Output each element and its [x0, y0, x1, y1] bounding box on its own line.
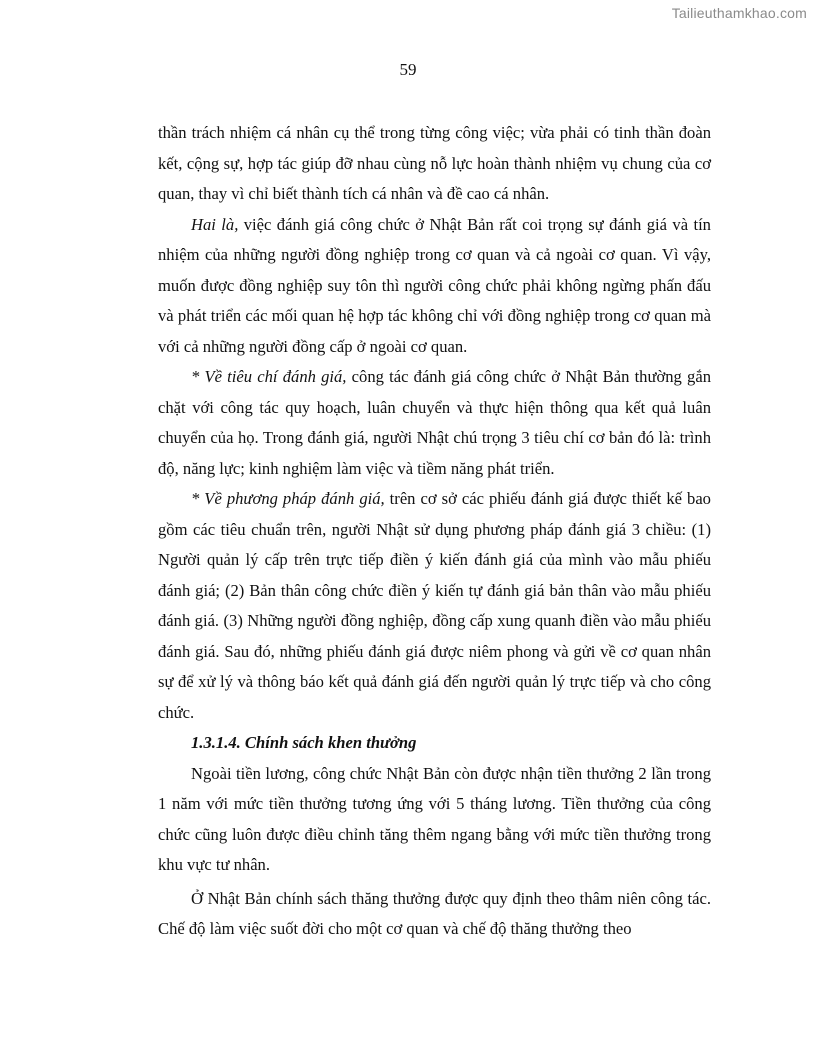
watermark: Tailieuthamkhao.com	[671, 5, 807, 21]
section-heading: 1.3.1.4. Chính sách khen thưởng	[191, 733, 417, 752]
paragraph-tieu-chi	[158, 362, 711, 484]
paragraph-hai-la	[158, 210, 711, 363]
paragraph-continuation	[158, 118, 711, 210]
paragraph-phuong-phap	[158, 484, 711, 728]
paragraph-tien-thuong: Ngoài tiền lương, công chức Nhật Bản còn được nhận tiền thưởng 2 lần trong 1 năm với mức tiền thưởng tương ứng với 5 tháng lương. Tiền thưởng của công chức cũng luôn được điều chỉnh tăng thêm ngang bằng với mức tiền thưởng trong khu vực tư nhân.	[158, 763, 711, 874]
document-body	[158, 118, 711, 945]
paragraph-text: trên cơ sở các phiếu đánh giá được thiết kế bao gồm các tiêu chuẩn trên, người Nhật sử dụng phương pháp đánh giá 3 chiều: (1) Người quản lý cấp trên trực tiếp điền ý kiến đánh giá của mình vào mẫu phiếu đánh giá; (2) Bản thân công chức điền ý kiến tự đánh giá bản thân vào mẫu phiếu đánh giá. (3) Những người đồng nghiệp, đồng cấp xung quanh điền vào mẫu phiếu đánh giá. Sau đó, những phiếu đánh giá được niêm phong và gửi về cơ quan nhân sự để xử lý và thông báo kết quả đánh giá đến người quản lý trực tiếp và cho công chức.	[158, 489, 711, 722]
paragraph-lead: * Về phương pháp đánh giá,	[191, 489, 385, 508]
paragraph-text: công tác đánh giá công chức ở Nhật Bản thường gắn chặt với công tác quy hoạch, luân chuyển và thực hiện thông qua kết quả luân chuyển của họ. Trong đánh giá, người Nhật chú trọng 3 tiêu chí cơ bản đó là: trình độ, năng lực; kinh nghiệm làm việc và tiềm năng phát triển.	[158, 367, 711, 478]
paragraph-lead: Hai là,	[191, 214, 239, 234]
paragraph-thang-thuong: Ở Nhật Bản chính sách thăng thưởng được quy định theo thâm niên công tác. Chế độ làm việc suốt đời cho một cơ quan và chế độ thăng thưởng theo	[158, 888, 711, 938]
paragraph-text: thần trách nhiệm cá nhân cụ thể trong từng công việc; vừa phải có tinh thần đoàn kết, cộng sự, hợp tác giúp đỡ nhau cùng nỗ lực hoàn thành nhiệm vụ chung của cơ quan, thay vì chỉ biết thành tích cá nhân và đề cao cá nhân.	[158, 123, 711, 203]
paragraph-text: việc đánh giá công chức ở Nhật Bản rất coi trọng sự đánh giá và tín nhiệm của những người đồng nghiệp trong cơ quan và cả ngoài cơ quan. Vì vậy, muốn được đồng nghiệp suy tôn thì người công chức phải không ngừng phấn đấu và phát triển các mối quan hệ hợp tác không chỉ với đồng nghiệp trong cơ quan mà với cả những người đồng cấp ở ngoài cơ quan.	[158, 214, 711, 356]
page-number: 59	[399, 60, 417, 79]
paragraph-lead: * Về tiêu chí đánh giá,	[191, 367, 347, 386]
